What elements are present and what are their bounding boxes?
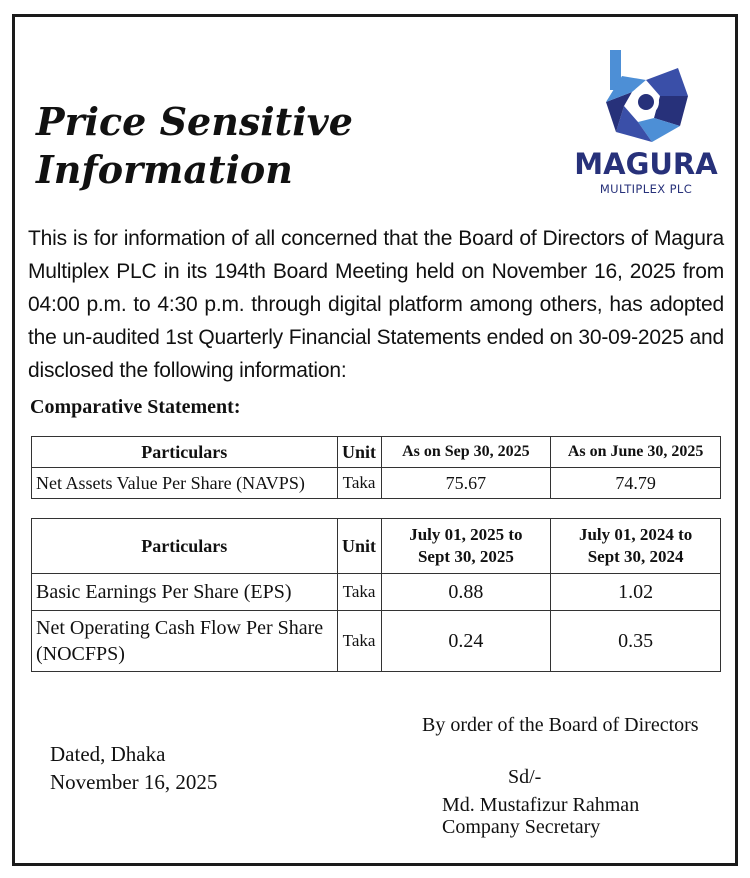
header-period-previous-line-1: July 01, 2024 to xyxy=(578,525,693,544)
header-period-previous-line-2: Sept 30, 2024 xyxy=(587,547,684,566)
header-unit: Unit xyxy=(337,519,381,574)
row-particular: Net Operating Cash Flow Per Share (NOCFPS) xyxy=(32,611,338,672)
header-period-current-line-2: Sept 30, 2025 xyxy=(417,547,514,566)
row-value-previous: 74.79 xyxy=(551,468,721,499)
section-heading: Comparative Statement: xyxy=(30,396,241,418)
board-order-text: By order of the Board of Directors xyxy=(422,714,699,736)
row-particular: Basic Earnings Per Share (EPS) xyxy=(32,574,338,611)
row-particular: Net Assets Value Per Share (NAVPS) xyxy=(32,468,338,499)
title-line-2: Information xyxy=(36,147,293,192)
header-period-previous xyxy=(551,519,721,574)
table-row xyxy=(32,574,721,611)
signer-title: Company Secretary xyxy=(442,816,601,838)
eps-table xyxy=(31,518,721,672)
dated-place: Dated, Dhaka xyxy=(50,742,166,766)
signer-name: Md. Mustafizur Rahman xyxy=(442,794,640,816)
row-value-current: 0.88 xyxy=(381,574,551,611)
row-unit: Taka xyxy=(337,611,381,672)
logo-company-subtitle: MULTIPLEX PLC xyxy=(599,182,693,196)
row-value-previous: 1.02 xyxy=(551,574,721,611)
row-value-current: 75.67 xyxy=(381,468,551,499)
company-logo xyxy=(568,44,724,200)
row-unit: Taka xyxy=(337,468,381,499)
header-period-current-line-1: July 01, 2025 to xyxy=(409,525,523,544)
signature-mark: Sd/- xyxy=(508,766,542,788)
header-period-current xyxy=(381,519,551,574)
table-header-row xyxy=(32,437,721,468)
table-row xyxy=(32,611,721,672)
title-line-1: Price Sensitive xyxy=(36,99,353,144)
table-row xyxy=(32,468,721,499)
table-header-row xyxy=(32,519,721,574)
navps-table xyxy=(31,436,721,499)
header-unit: Unit xyxy=(337,437,381,468)
logo-company-name: MAGURA xyxy=(574,147,718,181)
header-period-current: As on Sep 30, 2025 xyxy=(381,437,551,468)
header-period-previous: As on June 30, 2025 xyxy=(551,437,721,468)
intro-paragraph: This is for information of all concerned that the Board of Directors of Magura Multiplex PLC in its 194th Board Meeting held on November 16, 2025 from 04:00 p.m. to 4:30 p.m. through digital platform among others, has adopted the un-audited 1st Quarterly Financial Statements ended on 30-09-2025 and disclosed the following information: xyxy=(28,227,724,382)
notice-title xyxy=(36,98,353,194)
row-value-previous: 0.35 xyxy=(551,611,721,672)
dated-date: November 16, 2025 xyxy=(50,770,218,794)
magura-pinwheel-logo-icon xyxy=(600,46,692,146)
dated-block xyxy=(50,740,217,796)
row-unit: Taka xyxy=(337,574,381,611)
header-particulars: Particulars xyxy=(32,519,338,574)
header-particulars: Particulars xyxy=(32,437,338,468)
signer-block xyxy=(442,794,639,838)
row-value-current: 0.24 xyxy=(381,611,551,672)
